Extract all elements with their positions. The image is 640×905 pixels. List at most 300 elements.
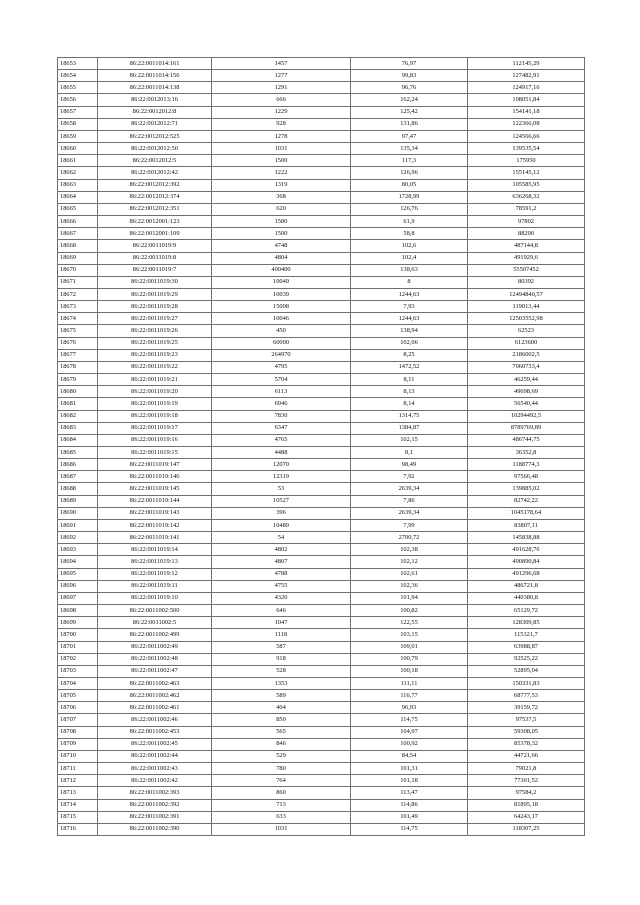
rate-cell: 7,86 bbox=[351, 495, 468, 507]
area-cell: 587 bbox=[212, 641, 351, 653]
value-cell: 139885,02 bbox=[468, 483, 585, 495]
rate-cell: 7,99 bbox=[351, 519, 468, 531]
area-cell: 4802 bbox=[212, 544, 351, 556]
area-cell: 10489 bbox=[212, 519, 351, 531]
rate-cell: 100,92 bbox=[351, 738, 468, 750]
rate-cell: 102,36 bbox=[351, 580, 468, 592]
cadastral-number-cell: 86:22:0011019:15 bbox=[98, 447, 212, 459]
area-cell: 1500 bbox=[212, 228, 351, 240]
area-cell: 565 bbox=[212, 726, 351, 738]
row-number-cell: 18668 bbox=[58, 240, 98, 252]
rate-cell: 102,4 bbox=[351, 252, 468, 264]
cadastral-number-cell: 86:22:0011019:18 bbox=[98, 410, 212, 422]
cadastral-number-cell: 86:22:0011002:46 bbox=[98, 714, 212, 726]
cadastral-number-cell: 86:22:0012012:50 bbox=[98, 143, 212, 155]
row-number-cell: 18663 bbox=[58, 179, 98, 191]
rate-cell: 114,75 bbox=[351, 823, 468, 835]
rate-cell: 2639,34 bbox=[351, 507, 468, 519]
table-row bbox=[58, 556, 585, 568]
table-row bbox=[58, 130, 585, 142]
value-cell: 1045178,64 bbox=[468, 507, 585, 519]
table-row bbox=[58, 714, 585, 726]
table-row bbox=[58, 629, 585, 641]
rate-cell: 1314,75 bbox=[351, 410, 468, 422]
rate-cell: 101,94 bbox=[351, 592, 468, 604]
area-cell: 666 bbox=[212, 94, 351, 106]
table-row bbox=[58, 301, 585, 313]
table-row bbox=[58, 349, 585, 361]
row-number-cell: 18698 bbox=[58, 605, 98, 617]
rate-cell: 114,86 bbox=[351, 799, 468, 811]
rate-cell: 102,6 bbox=[351, 240, 468, 252]
row-number-cell: 18714 bbox=[58, 799, 98, 811]
table-row bbox=[58, 532, 585, 544]
value-cell: 82742,22 bbox=[468, 495, 585, 507]
rate-cell: 162,24 bbox=[351, 94, 468, 106]
cadastral-number-cell: 86:22:0011002:390 bbox=[98, 823, 212, 835]
area-cell: 450 bbox=[212, 325, 351, 337]
table-row bbox=[58, 617, 585, 629]
row-number-cell: 18683 bbox=[58, 422, 98, 434]
rate-cell: 2700,72 bbox=[351, 532, 468, 544]
area-cell: 764 bbox=[212, 775, 351, 787]
area-cell: 12319 bbox=[212, 471, 351, 483]
cadastral-number-cell: 86:22:0011019:19 bbox=[98, 398, 212, 410]
table-row bbox=[58, 94, 585, 106]
value-cell: 487144,8 bbox=[468, 240, 585, 252]
area-cell: 53 bbox=[212, 483, 351, 495]
rate-cell: 102,12 bbox=[351, 556, 468, 568]
area-cell: 4765 bbox=[212, 434, 351, 446]
cadastral-number-cell: 86:22:0012012:8 bbox=[98, 106, 212, 118]
cadastral-number-cell: 86:22:0011002:499 bbox=[98, 629, 212, 641]
rate-cell: 61,9 bbox=[351, 216, 468, 228]
cadastral-number-cell: 86:22:0011002:392 bbox=[98, 799, 212, 811]
rate-cell: 109,01 bbox=[351, 641, 468, 653]
row-number-cell: 18687 bbox=[58, 471, 98, 483]
row-number-cell: 18659 bbox=[58, 130, 98, 142]
value-cell: 486721,8 bbox=[468, 580, 585, 592]
table-row bbox=[58, 677, 585, 689]
table-row bbox=[58, 568, 585, 580]
cadastral-number-cell: 86:22:0011014:161 bbox=[98, 58, 212, 70]
row-number-cell: 18655 bbox=[58, 82, 98, 94]
table-row bbox=[58, 580, 585, 592]
value-cell: 80392 bbox=[468, 276, 585, 288]
area-cell: 4755 bbox=[212, 580, 351, 592]
table-row bbox=[58, 750, 585, 762]
value-cell: 491929,6 bbox=[468, 252, 585, 264]
area-cell: 1291 bbox=[212, 82, 351, 94]
rate-cell: 1728,99 bbox=[351, 191, 468, 203]
area-cell: 589 bbox=[212, 690, 351, 702]
area-cell: 1229 bbox=[212, 106, 351, 118]
area-cell: 620 bbox=[212, 203, 351, 215]
cadastral-number-cell: 86:22:0011019:27 bbox=[98, 313, 212, 325]
table-row bbox=[58, 702, 585, 714]
table-row bbox=[58, 726, 585, 738]
row-number-cell: 18665 bbox=[58, 203, 98, 215]
table-row bbox=[58, 653, 585, 665]
area-cell: 529 bbox=[212, 750, 351, 762]
row-number-cell: 18701 bbox=[58, 641, 98, 653]
area-cell: 5704 bbox=[212, 374, 351, 386]
area-cell: 60000 bbox=[212, 337, 351, 349]
cadastral-number-cell: 86:22:0011014:138 bbox=[98, 82, 212, 94]
value-cell: 78591,2 bbox=[468, 203, 585, 215]
table-row bbox=[58, 106, 585, 118]
row-number-cell: 18692 bbox=[58, 532, 98, 544]
cadastral-number-cell: 86:22:0011019:21 bbox=[98, 374, 212, 386]
cadastral-number-cell: 86:22:0011002:461 bbox=[98, 702, 212, 714]
row-number-cell: 18654 bbox=[58, 70, 98, 82]
row-number-cell: 18672 bbox=[58, 288, 98, 300]
table-row bbox=[58, 325, 585, 337]
cadastral-number-cell: 86:22:0011019:144 bbox=[98, 495, 212, 507]
area-cell: 6113 bbox=[212, 386, 351, 398]
value-cell: 112145,29 bbox=[468, 58, 585, 70]
area-cell: 1222 bbox=[212, 167, 351, 179]
area-cell: 918 bbox=[212, 653, 351, 665]
value-cell: 491628,76 bbox=[468, 544, 585, 556]
value-cell: 52895,04 bbox=[468, 665, 585, 677]
area-cell: 928 bbox=[212, 118, 351, 130]
row-number-cell: 18673 bbox=[58, 301, 98, 313]
area-cell: 6347 bbox=[212, 422, 351, 434]
value-cell: 85378,32 bbox=[468, 738, 585, 750]
cadastral-number-cell: 86:22:0011019:141 bbox=[98, 532, 212, 544]
row-number-cell: 18689 bbox=[58, 495, 98, 507]
table-row bbox=[58, 337, 585, 349]
area-cell: 7830 bbox=[212, 410, 351, 422]
cadastral-number-cell: 86:22:0011019:146 bbox=[98, 471, 212, 483]
rate-cell: 102,61 bbox=[351, 568, 468, 580]
table-row bbox=[58, 240, 585, 252]
rate-cell: 126,96 bbox=[351, 167, 468, 179]
area-cell: 1047 bbox=[212, 617, 351, 629]
cadastral-number-cell: 86:22:0011002:453 bbox=[98, 726, 212, 738]
value-cell: 128309,85 bbox=[468, 617, 585, 629]
cadastral-number-cell: 86:22:0011002:47 bbox=[98, 665, 212, 677]
value-cell: 8789769,89 bbox=[468, 422, 585, 434]
cadastral-number-cell: 86:22:0011014:156 bbox=[98, 70, 212, 82]
table-row bbox=[58, 398, 585, 410]
row-number-cell: 18653 bbox=[58, 58, 98, 70]
rate-cell: 113,47 bbox=[351, 787, 468, 799]
rate-cell: 2639,34 bbox=[351, 483, 468, 495]
cadastral-number-cell: 86:22:0011019:13 bbox=[98, 556, 212, 568]
rate-cell: 114,75 bbox=[351, 714, 468, 726]
row-number-cell: 18677 bbox=[58, 349, 98, 361]
row-number-cell: 18669 bbox=[58, 252, 98, 264]
cadastral-number-cell: 86:22:0011002:500 bbox=[98, 605, 212, 617]
cadastral-number-cell: 86:22:0011002:463 bbox=[98, 677, 212, 689]
rate-cell: 100,82 bbox=[351, 605, 468, 617]
area-cell: 846 bbox=[212, 738, 351, 750]
row-number-cell: 18681 bbox=[58, 398, 98, 410]
row-number-cell: 18704 bbox=[58, 677, 98, 689]
rate-cell: 76,97 bbox=[351, 58, 468, 70]
value-cell: 97584,2 bbox=[468, 787, 585, 799]
table-row bbox=[58, 191, 585, 203]
table-row bbox=[58, 447, 585, 459]
cadastral-number-cell: 86:22:0011019:22 bbox=[98, 361, 212, 373]
row-number-cell: 18675 bbox=[58, 325, 98, 337]
rate-cell: 122,55 bbox=[351, 617, 468, 629]
area-cell: 780 bbox=[212, 763, 351, 775]
value-cell: 63988,87 bbox=[468, 641, 585, 653]
table-row bbox=[58, 203, 585, 215]
rate-cell: 135,34 bbox=[351, 143, 468, 155]
area-cell: 860 bbox=[212, 787, 351, 799]
area-cell: 1457 bbox=[212, 58, 351, 70]
value-cell: 12503552,98 bbox=[468, 313, 585, 325]
cadastral-number-cell: 86:22:0011002:43 bbox=[98, 763, 212, 775]
row-number-cell: 18682 bbox=[58, 410, 98, 422]
row-number-cell: 18685 bbox=[58, 447, 98, 459]
table-row bbox=[58, 799, 585, 811]
value-cell: 83807,11 bbox=[468, 519, 585, 531]
table-row bbox=[58, 434, 585, 446]
area-cell: 1031 bbox=[212, 823, 351, 835]
area-cell: 4488 bbox=[212, 447, 351, 459]
rate-cell: 102,15 bbox=[351, 434, 468, 446]
cadastral-number-cell: 86:22:0011019:147 bbox=[98, 459, 212, 471]
value-cell: 56540,44 bbox=[468, 398, 585, 410]
area-cell: 633 bbox=[212, 811, 351, 823]
cadastral-number-cell: 86:22:0011019:28 bbox=[98, 301, 212, 313]
value-cell: 55507452 bbox=[468, 264, 585, 276]
rate-cell: 117,3 bbox=[351, 155, 468, 167]
cadastral-number-cell: 86:22:0011019:8 bbox=[98, 252, 212, 264]
value-cell: 68777,53 bbox=[468, 690, 585, 702]
row-number-cell: 18711 bbox=[58, 763, 98, 775]
area-cell: 1031 bbox=[212, 143, 351, 155]
cadastral-number-cell: 86:22:0011002:5 bbox=[98, 617, 212, 629]
value-cell: 88200 bbox=[468, 228, 585, 240]
value-cell: 105585,95 bbox=[468, 179, 585, 191]
row-number-cell: 18715 bbox=[58, 811, 98, 823]
value-cell: 77301,52 bbox=[468, 775, 585, 787]
table-row bbox=[58, 738, 585, 750]
rate-cell: 111,11 bbox=[351, 677, 468, 689]
cadastral-number-cell: 86:22:0011019:11 bbox=[98, 580, 212, 592]
row-number-cell: 18666 bbox=[58, 216, 98, 228]
value-cell: 127482,91 bbox=[468, 70, 585, 82]
rate-cell: 103,15 bbox=[351, 629, 468, 641]
cadastral-number-cell: 86:22:0012012:71 bbox=[98, 118, 212, 130]
rate-cell: 8,14 bbox=[351, 398, 468, 410]
table-row bbox=[58, 605, 585, 617]
rate-cell: 99,83 bbox=[351, 70, 468, 82]
row-number-cell: 18674 bbox=[58, 313, 98, 325]
cadastral-number-cell: 86:22:0011002:45 bbox=[98, 738, 212, 750]
value-cell: 36352,8 bbox=[468, 447, 585, 459]
area-cell: 4804 bbox=[212, 252, 351, 264]
row-number-cell: 18670 bbox=[58, 264, 98, 276]
table-row bbox=[58, 641, 585, 653]
rate-cell: 1244,63 bbox=[351, 288, 468, 300]
cadastral-number-cell: 86:22:0011019:142 bbox=[98, 519, 212, 531]
row-number-cell: 18703 bbox=[58, 665, 98, 677]
value-cell: 97537,5 bbox=[468, 714, 585, 726]
rate-cell: 8,1 bbox=[351, 447, 468, 459]
table-row bbox=[58, 82, 585, 94]
area-cell: 1500 bbox=[212, 155, 351, 167]
table-row bbox=[58, 386, 585, 398]
cadastral-number-cell: 86:22:0011019:23 bbox=[98, 349, 212, 361]
row-number-cell: 18712 bbox=[58, 775, 98, 787]
value-cell: 490890,84 bbox=[468, 556, 585, 568]
rate-cell: 1472,52 bbox=[351, 361, 468, 373]
area-cell: 528 bbox=[212, 665, 351, 677]
table-row bbox=[58, 507, 585, 519]
cadastral-number-cell: 86:22:0011019:16 bbox=[98, 434, 212, 446]
row-number-cell: 18662 bbox=[58, 167, 98, 179]
table-row bbox=[58, 410, 585, 422]
rate-cell: 100,18 bbox=[351, 665, 468, 677]
area-cell: 12070 bbox=[212, 459, 351, 471]
cadastral-number-cell: 86:22:0012001:123 bbox=[98, 216, 212, 228]
table-row bbox=[58, 823, 585, 835]
value-cell: 150331,83 bbox=[468, 677, 585, 689]
table-row bbox=[58, 276, 585, 288]
cadastral-number-cell: 86:22:0011019:20 bbox=[98, 386, 212, 398]
area-cell: 646 bbox=[212, 605, 351, 617]
row-number-cell: 18671 bbox=[58, 276, 98, 288]
value-cell: 81895,18 bbox=[468, 799, 585, 811]
rate-cell: 131,86 bbox=[351, 118, 468, 130]
row-number-cell: 18700 bbox=[58, 629, 98, 641]
table-body bbox=[58, 58, 585, 836]
row-number-cell: 18686 bbox=[58, 459, 98, 471]
value-cell: 440380,8 bbox=[468, 592, 585, 604]
value-cell: 119013,44 bbox=[468, 301, 585, 313]
cadastral-number-cell: 86:22:0011019:12 bbox=[98, 568, 212, 580]
rate-cell: 80,05 bbox=[351, 179, 468, 191]
rate-cell: 58,8 bbox=[351, 228, 468, 240]
table-row bbox=[58, 264, 585, 276]
value-cell: 486744,75 bbox=[468, 434, 585, 446]
cadastral-number-cell: 86:22:0011002:42 bbox=[98, 775, 212, 787]
value-cell: 145838,88 bbox=[468, 532, 585, 544]
area-cell: 1319 bbox=[212, 179, 351, 191]
cadastral-number-cell: 86:22:0012001:109 bbox=[98, 228, 212, 240]
row-number-cell: 18679 bbox=[58, 374, 98, 386]
row-number-cell: 18695 bbox=[58, 568, 98, 580]
value-cell: 155145,12 bbox=[468, 167, 585, 179]
area-cell: 396 bbox=[212, 507, 351, 519]
rate-cell: 1384,87 bbox=[351, 422, 468, 434]
cadastral-number-cell: 86:22:0012012:351 bbox=[98, 203, 212, 215]
rate-cell: 101,18 bbox=[351, 775, 468, 787]
row-number-cell: 18707 bbox=[58, 714, 98, 726]
row-number-cell: 18656 bbox=[58, 94, 98, 106]
area-cell: 15008 bbox=[212, 301, 351, 313]
row-number-cell: 18697 bbox=[58, 592, 98, 604]
rate-cell: 84,54 bbox=[351, 750, 468, 762]
value-cell: 154141,18 bbox=[468, 106, 585, 118]
rate-cell: 8,13 bbox=[351, 386, 468, 398]
value-cell: 118307,25 bbox=[468, 823, 585, 835]
cadastral-number-cell: 86:22:0012012:5 bbox=[98, 155, 212, 167]
area-cell: 4788 bbox=[212, 568, 351, 580]
rate-cell: 1244,63 bbox=[351, 313, 468, 325]
row-number-cell: 18657 bbox=[58, 106, 98, 118]
value-cell: 1188774,3 bbox=[468, 459, 585, 471]
table-row bbox=[58, 471, 585, 483]
area-cell: 10527 bbox=[212, 495, 351, 507]
table-row bbox=[58, 690, 585, 702]
row-number-cell: 18678 bbox=[58, 361, 98, 373]
area-cell: 400400 bbox=[212, 264, 351, 276]
area-cell: 1118 bbox=[212, 629, 351, 641]
row-number-cell: 18661 bbox=[58, 155, 98, 167]
table-row bbox=[58, 787, 585, 799]
table-row bbox=[58, 118, 585, 130]
value-cell: 636268,32 bbox=[468, 191, 585, 203]
area-cell: 10049 bbox=[212, 276, 351, 288]
rate-cell: 138,63 bbox=[351, 264, 468, 276]
cadastral-number-cell: 86:22:0012012:525 bbox=[98, 130, 212, 142]
table-row bbox=[58, 422, 585, 434]
row-number-cell: 18680 bbox=[58, 386, 98, 398]
area-cell: 1580 bbox=[212, 216, 351, 228]
area-cell: 850 bbox=[212, 714, 351, 726]
rate-cell: 97,47 bbox=[351, 130, 468, 142]
cadastral-number-cell: 86:22:0011002:393 bbox=[98, 787, 212, 799]
rate-cell: 126,76 bbox=[351, 203, 468, 215]
table-row bbox=[58, 70, 585, 82]
table-row bbox=[58, 361, 585, 373]
row-number-cell: 18716 bbox=[58, 823, 98, 835]
table-row bbox=[58, 763, 585, 775]
cadastral-number-cell: 86:22:0011019:7 bbox=[98, 264, 212, 276]
row-number-cell: 18702 bbox=[58, 653, 98, 665]
table-row bbox=[58, 374, 585, 386]
table-row bbox=[58, 811, 585, 823]
value-cell: 175950 bbox=[468, 155, 585, 167]
area-cell: 10046 bbox=[212, 313, 351, 325]
cadastral-number-cell: 86:22:0012012:392 bbox=[98, 179, 212, 191]
rate-cell: 98,49 bbox=[351, 459, 468, 471]
cadastral-number-cell: 86:22:0011019:17 bbox=[98, 422, 212, 434]
cadastral-number-cell: 86:22:0011019:30 bbox=[98, 276, 212, 288]
cadastral-number-cell: 86:22:0011002:49 bbox=[98, 641, 212, 653]
value-cell: 39159,72 bbox=[468, 702, 585, 714]
area-cell: 4320 bbox=[212, 592, 351, 604]
rate-cell: 8,11 bbox=[351, 374, 468, 386]
value-cell: 49698,69 bbox=[468, 386, 585, 398]
area-cell: 4748 bbox=[212, 240, 351, 252]
table-row bbox=[58, 288, 585, 300]
area-cell: 6946 bbox=[212, 398, 351, 410]
value-cell: 491296,68 bbox=[468, 568, 585, 580]
value-cell: 79021,8 bbox=[468, 763, 585, 775]
table-row bbox=[58, 495, 585, 507]
rate-cell: 102,06 bbox=[351, 337, 468, 349]
row-number-cell: 18691 bbox=[58, 519, 98, 531]
row-number-cell: 18693 bbox=[58, 544, 98, 556]
rate-cell: 96,93 bbox=[351, 702, 468, 714]
cadastral-number-cell: 86:22:0011019:29 bbox=[98, 288, 212, 300]
value-cell: 124566,66 bbox=[468, 130, 585, 142]
table-row bbox=[58, 665, 585, 677]
row-number-cell: 18709 bbox=[58, 738, 98, 750]
table-row bbox=[58, 544, 585, 556]
value-cell: 108051,84 bbox=[468, 94, 585, 106]
cadastral-number-cell: 86:22:0012012:42 bbox=[98, 167, 212, 179]
